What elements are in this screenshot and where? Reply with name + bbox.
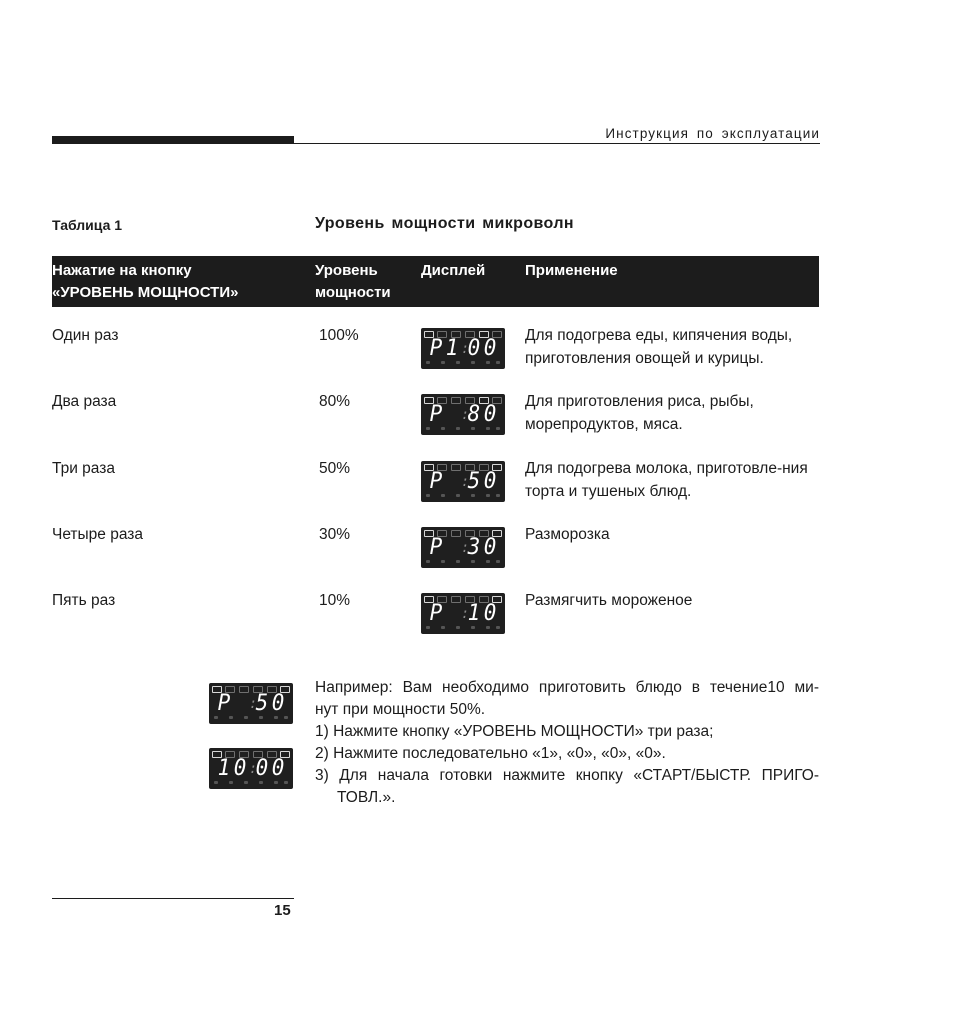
lcd-digits [423,602,503,626]
lcd-digit: 0 [483,336,497,361]
lcd-indicator-dot [426,427,430,430]
column-header-use: Применение [525,262,618,279]
lcd-indicator-dot [471,560,475,563]
column-header-level-line2: мощности [315,284,391,301]
lcd-digit: P [429,601,443,626]
lcd-indicator-dot [486,626,490,629]
lcd-indicator-dot [284,716,288,719]
lcd-indicator-dot [259,716,263,719]
header-bar [52,136,294,144]
lcd-indicator-dot [496,494,500,497]
lcd-digit: 0 [271,691,285,716]
lcd-digits [423,337,503,361]
lcd-digits [211,757,291,781]
lcd-digits [423,470,503,494]
column-header-display: Дисплей [421,262,486,279]
lcd-digit: 8 [467,402,481,427]
lcd-indicator-dot [496,361,500,364]
lcd-indicator-dot [456,494,460,497]
lcd-colon: : [461,540,470,556]
lcd-indicator-dot [426,626,430,629]
column-header-press-line1: Нажатие на кнопку [52,262,192,279]
lcd-indicator-dot [441,361,445,364]
lcd-colon: : [461,341,470,357]
example-lcd-time [209,748,293,789]
lcd-indicator-dot [471,361,475,364]
lcd-display [421,394,505,435]
lcd-digit: 1 [217,756,231,781]
lcd-bottom-row [212,781,290,787]
lcd-indicator-dot [486,494,490,497]
lcd-colon: : [461,407,470,423]
press-count: Четыре раза [52,526,144,543]
lcd-digit: 3 [467,535,481,560]
lcd-indicator-dot [471,427,475,430]
column-header-level [315,260,391,304]
lcd-indicator-dot [274,781,278,784]
lcd-indicator-dot [486,560,490,563]
press-count: Три раза [52,460,115,477]
lcd-bottom-row [424,626,502,632]
lcd-digit: P [429,336,443,361]
lcd-digit: P [429,402,443,427]
example-intro-line2: нут при мощности 50%. [315,701,486,718]
usage-text: Размягчить мороженое [525,592,693,609]
lcd-indicator-dot [214,781,218,784]
lcd-indicator-dot [456,427,460,430]
power-level: 80% [319,393,351,410]
table-row [52,390,819,450]
lcd-bottom-row [424,361,502,367]
lcd-colon: : [461,606,470,622]
lcd-digit: 5 [467,469,481,494]
column-header-press [52,260,238,304]
lcd-digit: 0 [233,756,247,781]
power-level: 10% [319,592,351,609]
example-step-1: 1) Нажмите кнопку «УРОВЕНЬ МОЩНОСТИ» три раза; [315,723,714,740]
lcd-indicator-dot [456,626,460,629]
lcd-display [421,461,505,502]
table-row [52,457,819,517]
lcd-indicator-dot [284,781,288,784]
example-lcd-power [209,683,293,724]
lcd-indicator-dot [496,560,500,563]
example-step-3: 3) Для начала готовки нажмите кнопку «СТАРТ/БЫСТР. ПРИГО-ТОВЛ.». [315,767,819,806]
lcd-digit: P [217,691,231,716]
usage-text: Для подогрева еды, кипячения воды, приготовления овощей и курицы. [525,327,793,367]
lcd-indicator-dot [471,494,475,497]
page-number: 15 [274,902,291,919]
lcd-digit: 0 [271,756,285,781]
lcd-indicator-dot [496,427,500,430]
lcd-indicator-dot [441,494,445,497]
lcd-indicator-dot [471,626,475,629]
power-level: 100% [319,327,359,344]
example-intro-line1: Например: Вам необходимо приготовить блюдо в течение10 ми- [315,679,819,696]
lcd-indicator-dot [486,427,490,430]
lcd-indicator-dot [456,361,460,364]
lcd-digit: 5 [255,691,269,716]
lcd-digit: 0 [483,601,497,626]
lcd-bottom-row [424,494,502,500]
lcd-digit: 1 [445,336,459,361]
lcd-indicator-dot [456,560,460,563]
lcd-digit: 0 [255,756,269,781]
lcd-indicator-dot [259,781,263,784]
footer-rule [52,898,294,899]
example-step-2: 2) Нажмите последовательно «1», «0», «0», «0». [315,745,666,762]
lcd-indicator-dot [441,427,445,430]
lcd-bottom-row [424,560,502,566]
power-level: 30% [319,526,351,543]
lcd-colon: : [249,761,258,777]
table-row [52,589,819,649]
column-header-level-line1: Уровень [315,262,378,279]
usage-text: Для подогрева молока, приготовле-ния торта и тушеных блюд. [525,460,808,500]
lcd-digit: 1 [467,601,481,626]
lcd-indicator-dot [244,781,248,784]
lcd-indicator-dot [229,781,233,784]
running-header: Инструкция по эксплуатации [605,126,820,141]
lcd-indicator-dot [426,361,430,364]
lcd-colon: : [461,474,470,490]
lcd-indicator-dot [441,560,445,563]
lcd-bottom-row [424,427,502,433]
example-text [315,677,819,809]
lcd-indicator-dot [441,626,445,629]
usage-text: Для приготовления риса, рыбы, морепродуктов, мяса. [525,393,754,433]
header-rule [294,143,820,144]
lcd-digit: 0 [483,402,497,427]
lcd-colon: : [249,696,258,712]
lcd-indicator-dot [486,361,490,364]
lcd-digit: P [429,469,443,494]
lcd-indicator-dot [214,716,218,719]
lcd-display [421,328,505,369]
press-count: Один раз [52,327,119,344]
lcd-display [421,527,505,568]
lcd-digits [211,692,291,716]
lcd-indicator-dot [426,560,430,563]
lcd-indicator-dot [496,626,500,629]
table-row [52,523,819,583]
column-header-press-line2: «УРОВЕНЬ МОЩНОСТИ» [52,284,239,301]
lcd-indicator-dot [229,716,233,719]
table-title: Уровень мощности микроволн [315,215,574,232]
lcd-indicator-dot [426,494,430,497]
lcd-digit: 0 [467,336,481,361]
usage-text: Разморозка [525,526,610,543]
press-count: Два раза [52,393,117,410]
table-header [52,256,819,307]
table-label: Таблица 1 [52,217,123,233]
press-count: Пять раз [52,592,116,609]
table-row [52,324,819,384]
lcd-bottom-row [212,716,290,722]
lcd-digit: P [429,535,443,560]
lcd-digit: 0 [483,535,497,560]
lcd-display [421,593,505,634]
lcd-indicator-dot [274,716,278,719]
lcd-digits [423,403,503,427]
lcd-digits [423,536,503,560]
power-level: 50% [319,460,351,477]
lcd-digit: 0 [483,469,497,494]
lcd-indicator-dot [244,716,248,719]
